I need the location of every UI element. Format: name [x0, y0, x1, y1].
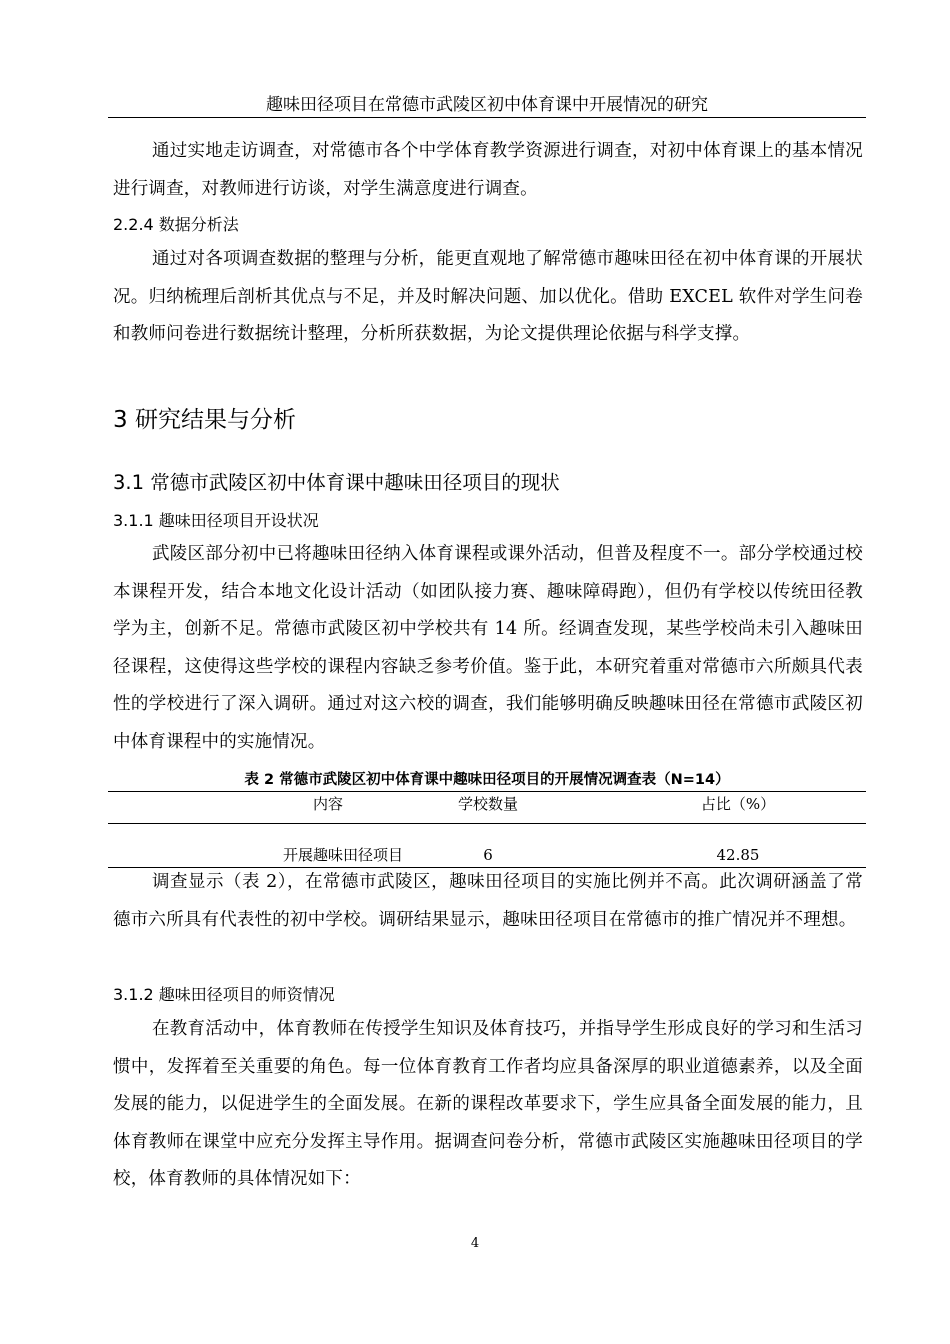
heading-3-1-2 — [113, 983, 863, 1007]
survey-table — [108, 791, 866, 868]
section-heading: 3.1.2 趣味田径项目的师资情况 — [113, 985, 335, 1004]
paragraph-text: 武陵区部分初中已将趣味田径纳入体育课程或课外活动，但普及程度不一。部分学校通过校本课程开发，结合本地文化设计活动（如团队接力赛、趣味障碍跑），但仍有学校以传统田径教学为主，创新不足。常德市武陵区初中学校共有 14 所。经调查发现，某些学校尚未引入趣味田径课程，这使得这些学校的课程内容缺乏参考价值。鉴于此，本研究着重对常德市六所颇具代表性的学校进行了深入调研。通过对这六校的调查，我们能够明确反映趣味田径在常德市武陵区初中体育课程中的实施情况。 — [113, 544, 863, 752]
table-cell: 6 — [483, 846, 493, 864]
table-header-cell: 内容 — [312, 795, 343, 813]
paragraph-survey-result — [113, 864, 863, 939]
table-cell: 开展趣味田径项目 — [282, 846, 403, 864]
paragraph-text: 在教育活动中，体育教师在传授学生知识及体育技巧，并指导学生形成良好的学习和生活习惯中，发挥着至关重要的角色。每一位体育教育工作者均应具备深厚的职业道德素养，以及全面发展的能力，以促进学生的全面发展。在新的课程改革要求下，学生应具备全面发展的能力，且体育教师在课堂中应充分发挥主导作用。据调查问卷分析，常德市武陵区实施趣味田径项目的学校，体育教师的具体情况如下： — [113, 1019, 863, 1189]
page-number: 4 — [470, 1236, 480, 1251]
section-heading: 3.1 常德市武陵区初中体育课中趣味田径项目的现状 — [113, 471, 560, 494]
paragraph-text: 通过实地走访调查，对常德市各个中学体育教学资源进行调查，对初中体育课上的基本情况进行调查，对教师进行访谈，对学生满意度进行调查。 — [113, 141, 863, 199]
section-heading: 2.2.4 数据分析法 — [113, 215, 239, 234]
paragraph-data-analysis — [113, 241, 863, 354]
table-header-cell: 占比（%） — [700, 795, 776, 813]
table-divider — [108, 823, 866, 824]
heading-3-1 — [113, 469, 863, 497]
heading-2-2-4 — [113, 213, 863, 237]
table-header-cell: 学校数量 — [457, 795, 518, 813]
paragraph-text: 通过对各项调查数据的整理与分析，能更直观地了解常德市趣味田径在初中体育课的开展状况。归纳梳理后剖析其优点与不足，并及时解决问题、加以优化。借助 EXCEL 软件对学生问卷和教师问卷进行数据统计整理，分析所获数据，为论文提供理论依据与科学支撑。 — [113, 249, 863, 344]
table-cell: 42.85 — [716, 846, 760, 864]
table-caption: 表 2 常德市武陵区初中体育课中趣味田径项目的开展情况调查表（N=14） — [244, 772, 730, 788]
running-header: 趣味田径项目在常德市武陵区初中体育课中开展情况的研究 — [266, 95, 708, 115]
paragraph-survey-method — [113, 133, 863, 208]
header-rule — [108, 117, 866, 118]
paragraph-course-status — [113, 536, 863, 761]
section-heading: 3.1.1 趣味田径项目开设状况 — [113, 511, 319, 530]
chapter-heading: 3 研究结果与分析 — [113, 407, 296, 433]
paragraph-text: 调查显示（表 2），在常德市武陵区，趣味田径项目的实施比例并不高。此次调研涵盖了常德市六所具有代表性的初中学校。调研结果显示，趣味田径项目在常德市的推广情况并不理想。 — [113, 872, 863, 930]
paragraph-teachers — [113, 1011, 863, 1199]
heading-3-1-1 — [113, 509, 863, 533]
heading-3 — [113, 404, 863, 436]
